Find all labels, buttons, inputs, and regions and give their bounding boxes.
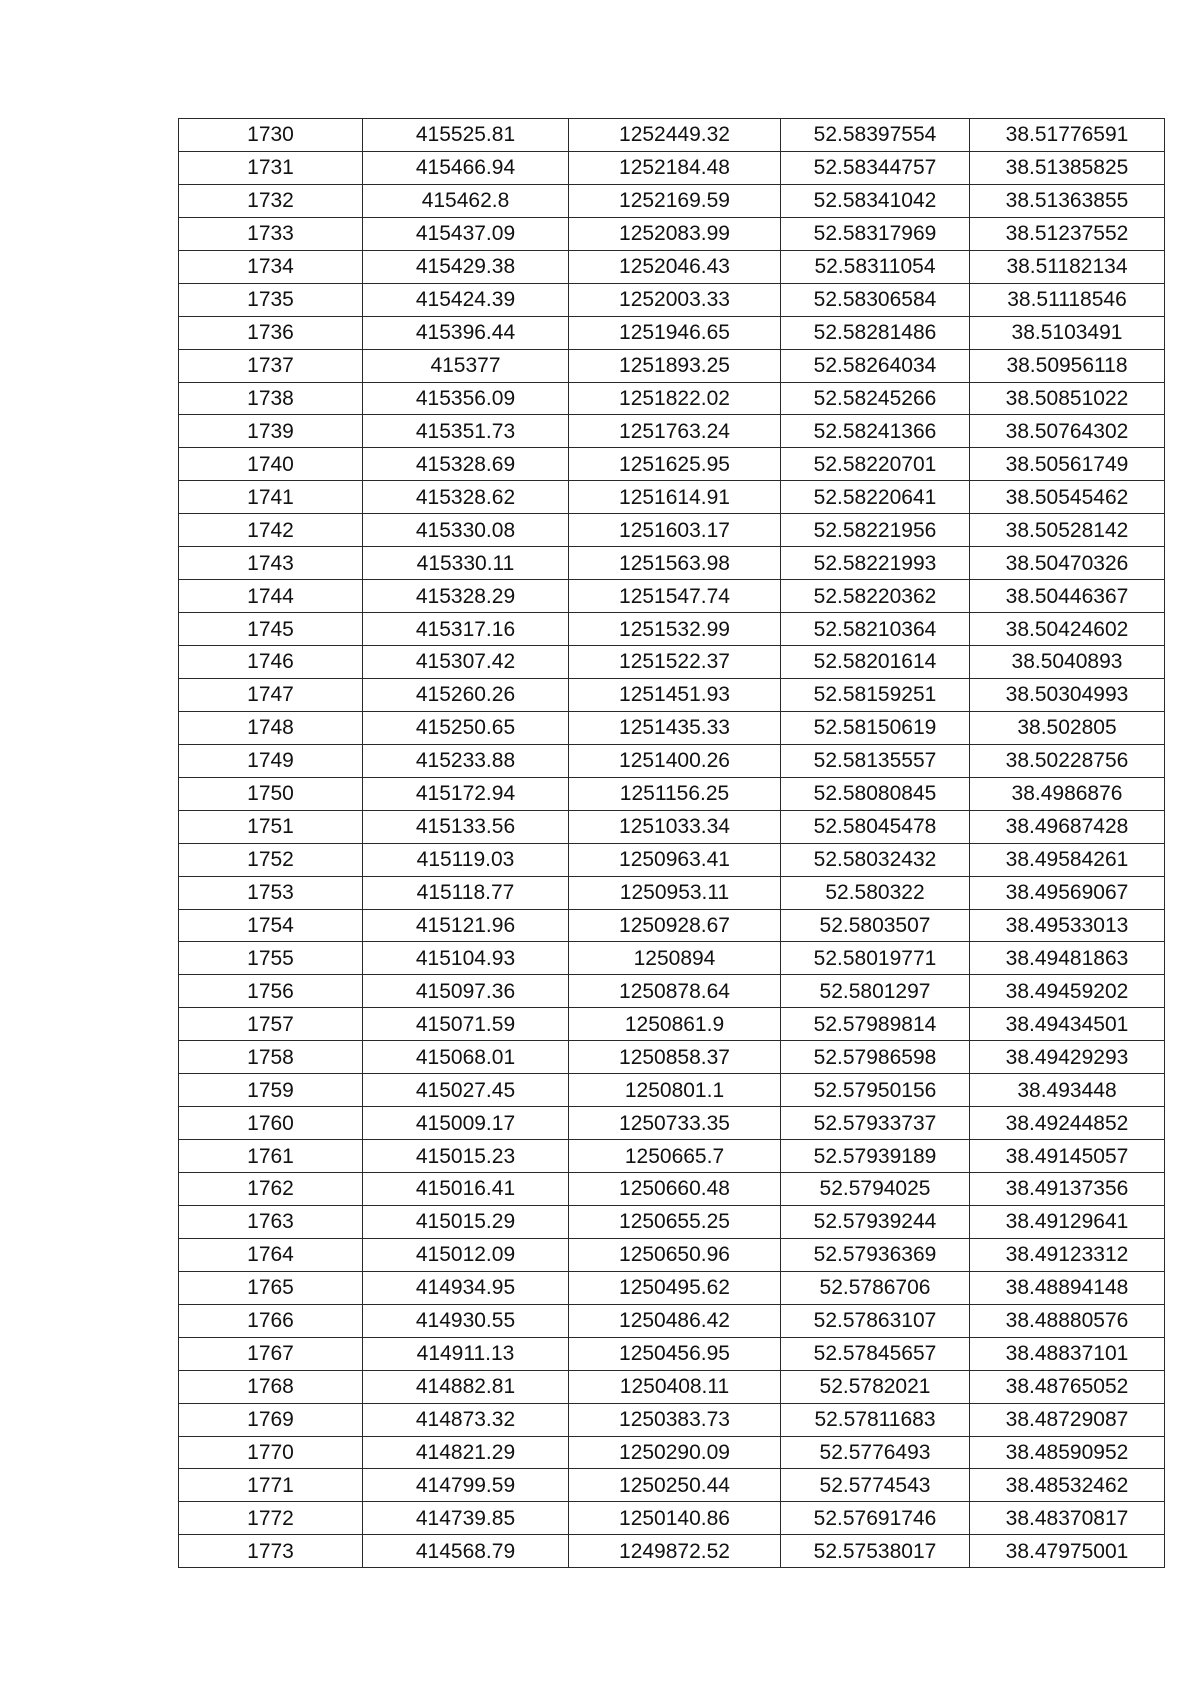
point-number-cell: 1731 xyxy=(179,151,363,184)
y-coordinate-cell: 1251946.65 xyxy=(569,316,781,349)
table-row xyxy=(179,448,1165,481)
y-coordinate-cell: 1250858.37 xyxy=(569,1041,781,1074)
latitude-cell: 52.58135557 xyxy=(781,744,970,777)
y-coordinate-cell: 1250290.09 xyxy=(569,1436,781,1469)
y-coordinate-cell: 1250650.96 xyxy=(569,1238,781,1271)
x-coordinate-cell: 415172.94 xyxy=(363,777,569,810)
x-coordinate-cell: 415351.73 xyxy=(363,415,569,448)
x-coordinate-cell: 415396.44 xyxy=(363,316,569,349)
table-row xyxy=(179,1304,1165,1337)
x-coordinate-cell: 415118.77 xyxy=(363,876,569,909)
latitude-cell: 52.57811683 xyxy=(781,1403,970,1436)
latitude-cell: 52.57538017 xyxy=(781,1535,970,1568)
x-coordinate-cell: 415121.96 xyxy=(363,909,569,942)
x-coordinate-cell: 415015.23 xyxy=(363,1140,569,1173)
point-number-cell: 1730 xyxy=(179,119,363,152)
longitude-cell: 38.5103491 xyxy=(970,316,1165,349)
table-row xyxy=(179,481,1165,514)
latitude-cell: 52.5774543 xyxy=(781,1469,970,1502)
longitude-cell: 38.49481863 xyxy=(970,942,1165,975)
point-number-cell: 1738 xyxy=(179,382,363,415)
longitude-cell: 38.49137356 xyxy=(970,1173,1165,1206)
point-number-cell: 1747 xyxy=(179,678,363,711)
x-coordinate-cell: 415104.93 xyxy=(363,942,569,975)
longitude-cell: 38.50851022 xyxy=(970,382,1165,415)
y-coordinate-cell: 1250140.86 xyxy=(569,1502,781,1535)
x-coordinate-cell: 414882.81 xyxy=(363,1370,569,1403)
point-number-cell: 1733 xyxy=(179,217,363,250)
y-coordinate-cell: 1251763.24 xyxy=(569,415,781,448)
longitude-cell: 38.50528142 xyxy=(970,514,1165,547)
y-coordinate-cell: 1250408.11 xyxy=(569,1370,781,1403)
point-number-cell: 1736 xyxy=(179,316,363,349)
x-coordinate-cell: 415012.09 xyxy=(363,1238,569,1271)
y-coordinate-cell: 1251893.25 xyxy=(569,349,781,382)
table-row xyxy=(179,678,1165,711)
latitude-cell: 52.57845657 xyxy=(781,1337,970,1370)
point-number-cell: 1748 xyxy=(179,711,363,744)
y-coordinate-cell: 1252003.33 xyxy=(569,283,781,316)
y-coordinate-cell: 1250953.11 xyxy=(569,876,781,909)
latitude-cell: 52.58210364 xyxy=(781,613,970,646)
latitude-cell: 52.58080845 xyxy=(781,777,970,810)
longitude-cell: 38.50561749 xyxy=(970,448,1165,481)
table-row xyxy=(179,151,1165,184)
latitude-cell: 52.5794025 xyxy=(781,1173,970,1206)
y-coordinate-cell: 1250963.41 xyxy=(569,843,781,876)
table-row xyxy=(179,909,1165,942)
y-coordinate-cell: 1251451.93 xyxy=(569,678,781,711)
table-row xyxy=(179,547,1165,580)
x-coordinate-cell: 414873.32 xyxy=(363,1403,569,1436)
table-row xyxy=(179,1436,1165,1469)
table-row xyxy=(179,1008,1165,1041)
x-coordinate-cell: 415330.08 xyxy=(363,514,569,547)
longitude-cell: 38.50446367 xyxy=(970,580,1165,613)
y-coordinate-cell: 1252184.48 xyxy=(569,151,781,184)
point-number-cell: 1772 xyxy=(179,1502,363,1535)
longitude-cell: 38.50228756 xyxy=(970,744,1165,777)
x-coordinate-cell: 415525.81 xyxy=(363,119,569,152)
y-coordinate-cell: 1250486.42 xyxy=(569,1304,781,1337)
latitude-cell: 52.57863107 xyxy=(781,1304,970,1337)
coordinates-table-body xyxy=(179,119,1165,1568)
longitude-cell: 38.51776591 xyxy=(970,119,1165,152)
longitude-cell: 38.51363855 xyxy=(970,184,1165,217)
y-coordinate-cell: 1250660.48 xyxy=(569,1173,781,1206)
longitude-cell: 38.49584261 xyxy=(970,843,1165,876)
table-row xyxy=(179,1173,1165,1206)
point-number-cell: 1734 xyxy=(179,250,363,283)
table-row xyxy=(179,580,1165,613)
x-coordinate-cell: 415462.8 xyxy=(363,184,569,217)
latitude-cell: 52.58159251 xyxy=(781,678,970,711)
longitude-cell: 38.48590952 xyxy=(970,1436,1165,1469)
point-number-cell: 1766 xyxy=(179,1304,363,1337)
table-row xyxy=(179,942,1165,975)
latitude-cell: 52.5803507 xyxy=(781,909,970,942)
point-number-cell: 1769 xyxy=(179,1403,363,1436)
longitude-cell: 38.48880576 xyxy=(970,1304,1165,1337)
table-row xyxy=(179,1535,1165,1568)
latitude-cell: 52.57691746 xyxy=(781,1502,970,1535)
latitude-cell: 52.58221956 xyxy=(781,514,970,547)
x-coordinate-cell: 415328.29 xyxy=(363,580,569,613)
table-row xyxy=(179,1107,1165,1140)
x-coordinate-cell: 415317.16 xyxy=(363,613,569,646)
table-row xyxy=(179,283,1165,316)
x-coordinate-cell: 415437.09 xyxy=(363,217,569,250)
table-row xyxy=(179,184,1165,217)
table-row xyxy=(179,1502,1165,1535)
latitude-cell: 52.58032432 xyxy=(781,843,970,876)
longitude-cell: 38.47975001 xyxy=(970,1535,1165,1568)
x-coordinate-cell: 414821.29 xyxy=(363,1436,569,1469)
point-number-cell: 1749 xyxy=(179,744,363,777)
point-number-cell: 1756 xyxy=(179,975,363,1008)
y-coordinate-cell: 1252169.59 xyxy=(569,184,781,217)
latitude-cell: 52.57936369 xyxy=(781,1238,970,1271)
longitude-cell: 38.51182134 xyxy=(970,250,1165,283)
y-coordinate-cell: 1251522.37 xyxy=(569,646,781,679)
latitude-cell: 52.58306584 xyxy=(781,283,970,316)
latitude-cell: 52.58317969 xyxy=(781,217,970,250)
y-coordinate-cell: 1250878.64 xyxy=(569,975,781,1008)
table-row xyxy=(179,1041,1165,1074)
x-coordinate-cell: 415328.62 xyxy=(363,481,569,514)
latitude-cell: 52.58245266 xyxy=(781,382,970,415)
point-number-cell: 1770 xyxy=(179,1436,363,1469)
y-coordinate-cell: 1250894 xyxy=(569,942,781,975)
point-number-cell: 1757 xyxy=(179,1008,363,1041)
latitude-cell: 52.58150619 xyxy=(781,711,970,744)
y-coordinate-cell: 1252449.32 xyxy=(569,119,781,152)
y-coordinate-cell: 1250383.73 xyxy=(569,1403,781,1436)
y-coordinate-cell: 1251563.98 xyxy=(569,547,781,580)
x-coordinate-cell: 415328.69 xyxy=(363,448,569,481)
x-coordinate-cell: 414739.85 xyxy=(363,1502,569,1535)
longitude-cell: 38.49459202 xyxy=(970,975,1165,1008)
x-coordinate-cell: 414934.95 xyxy=(363,1271,569,1304)
longitude-cell: 38.48765052 xyxy=(970,1370,1165,1403)
y-coordinate-cell: 1251033.34 xyxy=(569,810,781,843)
x-coordinate-cell: 415250.65 xyxy=(363,711,569,744)
point-number-cell: 1771 xyxy=(179,1469,363,1502)
x-coordinate-cell: 415424.39 xyxy=(363,283,569,316)
y-coordinate-cell: 1250655.25 xyxy=(569,1205,781,1238)
longitude-cell: 38.49533013 xyxy=(970,909,1165,942)
table-row xyxy=(179,1403,1165,1436)
y-coordinate-cell: 1252083.99 xyxy=(569,217,781,250)
x-coordinate-cell: 415097.36 xyxy=(363,975,569,1008)
latitude-cell: 52.57950156 xyxy=(781,1074,970,1107)
latitude-cell: 52.58311054 xyxy=(781,250,970,283)
table-row xyxy=(179,217,1165,250)
y-coordinate-cell: 1251400.26 xyxy=(569,744,781,777)
longitude-cell: 38.50545462 xyxy=(970,481,1165,514)
latitude-cell: 52.58241366 xyxy=(781,415,970,448)
y-coordinate-cell: 1250250.44 xyxy=(569,1469,781,1502)
table-row xyxy=(179,744,1165,777)
table-row xyxy=(179,1337,1165,1370)
longitude-cell: 38.48370817 xyxy=(970,1502,1165,1535)
table-row xyxy=(179,1205,1165,1238)
longitude-cell: 38.51385825 xyxy=(970,151,1165,184)
x-coordinate-cell: 415260.26 xyxy=(363,678,569,711)
latitude-cell: 52.5776493 xyxy=(781,1436,970,1469)
x-coordinate-cell: 415356.09 xyxy=(363,382,569,415)
y-coordinate-cell: 1249872.52 xyxy=(569,1535,781,1568)
y-coordinate-cell: 1250456.95 xyxy=(569,1337,781,1370)
point-number-cell: 1765 xyxy=(179,1271,363,1304)
point-number-cell: 1746 xyxy=(179,646,363,679)
latitude-cell: 52.58220701 xyxy=(781,448,970,481)
longitude-cell: 38.5040893 xyxy=(970,646,1165,679)
point-number-cell: 1740 xyxy=(179,448,363,481)
table-row xyxy=(179,843,1165,876)
point-number-cell: 1755 xyxy=(179,942,363,975)
longitude-cell: 38.49123312 xyxy=(970,1238,1165,1271)
x-coordinate-cell: 415330.11 xyxy=(363,547,569,580)
y-coordinate-cell: 1251822.02 xyxy=(569,382,781,415)
table-row xyxy=(179,1370,1165,1403)
point-number-cell: 1732 xyxy=(179,184,363,217)
latitude-cell: 52.58019771 xyxy=(781,942,970,975)
y-coordinate-cell: 1251435.33 xyxy=(569,711,781,744)
longitude-cell: 38.49129641 xyxy=(970,1205,1165,1238)
latitude-cell: 52.5801297 xyxy=(781,975,970,1008)
table-row xyxy=(179,711,1165,744)
latitude-cell: 52.5782021 xyxy=(781,1370,970,1403)
table-row xyxy=(179,349,1165,382)
table-row xyxy=(179,1271,1165,1304)
x-coordinate-cell: 415429.38 xyxy=(363,250,569,283)
point-number-cell: 1742 xyxy=(179,514,363,547)
table-row xyxy=(179,415,1165,448)
point-number-cell: 1741 xyxy=(179,481,363,514)
longitude-cell: 38.493448 xyxy=(970,1074,1165,1107)
x-coordinate-cell: 415068.01 xyxy=(363,1041,569,1074)
point-number-cell: 1767 xyxy=(179,1337,363,1370)
table-row xyxy=(179,119,1165,152)
longitude-cell: 38.50424602 xyxy=(970,613,1165,646)
table-row xyxy=(179,382,1165,415)
latitude-cell: 52.57986598 xyxy=(781,1041,970,1074)
latitude-cell: 52.57933737 xyxy=(781,1107,970,1140)
point-number-cell: 1743 xyxy=(179,547,363,580)
table-row xyxy=(179,1140,1165,1173)
x-coordinate-cell: 414930.55 xyxy=(363,1304,569,1337)
latitude-cell: 52.580322 xyxy=(781,876,970,909)
y-coordinate-cell: 1252046.43 xyxy=(569,250,781,283)
longitude-cell: 38.49429293 xyxy=(970,1041,1165,1074)
longitude-cell: 38.49687428 xyxy=(970,810,1165,843)
point-number-cell: 1751 xyxy=(179,810,363,843)
y-coordinate-cell: 1251156.25 xyxy=(569,777,781,810)
latitude-cell: 52.58344757 xyxy=(781,151,970,184)
point-number-cell: 1744 xyxy=(179,580,363,613)
longitude-cell: 38.50304993 xyxy=(970,678,1165,711)
y-coordinate-cell: 1251547.74 xyxy=(569,580,781,613)
point-number-cell: 1764 xyxy=(179,1238,363,1271)
table-row xyxy=(179,316,1165,349)
latitude-cell: 52.58201614 xyxy=(781,646,970,679)
latitude-cell: 52.5786706 xyxy=(781,1271,970,1304)
x-coordinate-cell: 415071.59 xyxy=(363,1008,569,1041)
longitude-cell: 38.48894148 xyxy=(970,1271,1165,1304)
longitude-cell: 38.51237552 xyxy=(970,217,1165,250)
latitude-cell: 52.58397554 xyxy=(781,119,970,152)
y-coordinate-cell: 1250665.7 xyxy=(569,1140,781,1173)
x-coordinate-cell: 415133.56 xyxy=(363,810,569,843)
longitude-cell: 38.48532462 xyxy=(970,1469,1165,1502)
table-row xyxy=(179,250,1165,283)
x-coordinate-cell: 414799.59 xyxy=(363,1469,569,1502)
x-coordinate-cell: 415119.03 xyxy=(363,843,569,876)
coordinates-table xyxy=(178,118,1165,1568)
latitude-cell: 52.57989814 xyxy=(781,1008,970,1041)
y-coordinate-cell: 1251625.95 xyxy=(569,448,781,481)
table-row xyxy=(179,1238,1165,1271)
latitude-cell: 52.58264034 xyxy=(781,349,970,382)
x-coordinate-cell: 415015.29 xyxy=(363,1205,569,1238)
x-coordinate-cell: 415027.45 xyxy=(363,1074,569,1107)
y-coordinate-cell: 1250495.62 xyxy=(569,1271,781,1304)
point-number-cell: 1754 xyxy=(179,909,363,942)
y-coordinate-cell: 1251603.17 xyxy=(569,514,781,547)
x-coordinate-cell: 415466.94 xyxy=(363,151,569,184)
point-number-cell: 1735 xyxy=(179,283,363,316)
table-row xyxy=(179,613,1165,646)
table-row xyxy=(179,646,1165,679)
table-row xyxy=(179,1469,1165,1502)
latitude-cell: 52.57939244 xyxy=(781,1205,970,1238)
table-row xyxy=(179,777,1165,810)
table-row xyxy=(179,514,1165,547)
table-row xyxy=(179,810,1165,843)
table-row xyxy=(179,876,1165,909)
longitude-cell: 38.49434501 xyxy=(970,1008,1165,1041)
point-number-cell: 1745 xyxy=(179,613,363,646)
longitude-cell: 38.502805 xyxy=(970,711,1165,744)
point-number-cell: 1768 xyxy=(179,1370,363,1403)
longitude-cell: 38.4986876 xyxy=(970,777,1165,810)
x-coordinate-cell: 415233.88 xyxy=(363,744,569,777)
x-coordinate-cell: 415009.17 xyxy=(363,1107,569,1140)
y-coordinate-cell: 1251614.91 xyxy=(569,481,781,514)
point-number-cell: 1752 xyxy=(179,843,363,876)
x-coordinate-cell: 414568.79 xyxy=(363,1535,569,1568)
latitude-cell: 52.58221993 xyxy=(781,547,970,580)
point-number-cell: 1739 xyxy=(179,415,363,448)
latitude-cell: 52.58281486 xyxy=(781,316,970,349)
x-coordinate-cell: 415016.41 xyxy=(363,1173,569,1206)
point-number-cell: 1763 xyxy=(179,1205,363,1238)
longitude-cell: 38.50764302 xyxy=(970,415,1165,448)
latitude-cell: 52.57939189 xyxy=(781,1140,970,1173)
y-coordinate-cell: 1250928.67 xyxy=(569,909,781,942)
longitude-cell: 38.48729087 xyxy=(970,1403,1165,1436)
latitude-cell: 52.58220641 xyxy=(781,481,970,514)
point-number-cell: 1737 xyxy=(179,349,363,382)
longitude-cell: 38.50956118 xyxy=(970,349,1165,382)
longitude-cell: 38.48837101 xyxy=(970,1337,1165,1370)
y-coordinate-cell: 1250733.35 xyxy=(569,1107,781,1140)
longitude-cell: 38.51118546 xyxy=(970,283,1165,316)
x-coordinate-cell: 415307.42 xyxy=(363,646,569,679)
longitude-cell: 38.49145057 xyxy=(970,1140,1165,1173)
y-coordinate-cell: 1250861.9 xyxy=(569,1008,781,1041)
x-coordinate-cell: 415377 xyxy=(363,349,569,382)
point-number-cell: 1760 xyxy=(179,1107,363,1140)
point-number-cell: 1759 xyxy=(179,1074,363,1107)
point-number-cell: 1758 xyxy=(179,1041,363,1074)
y-coordinate-cell: 1250801.1 xyxy=(569,1074,781,1107)
latitude-cell: 52.58341042 xyxy=(781,184,970,217)
latitude-cell: 52.58220362 xyxy=(781,580,970,613)
x-coordinate-cell: 414911.13 xyxy=(363,1337,569,1370)
y-coordinate-cell: 1251532.99 xyxy=(569,613,781,646)
longitude-cell: 38.49569067 xyxy=(970,876,1165,909)
point-number-cell: 1761 xyxy=(179,1140,363,1173)
table-row xyxy=(179,975,1165,1008)
point-number-cell: 1773 xyxy=(179,1535,363,1568)
longitude-cell: 38.49244852 xyxy=(970,1107,1165,1140)
point-number-cell: 1762 xyxy=(179,1173,363,1206)
point-number-cell: 1750 xyxy=(179,777,363,810)
point-number-cell: 1753 xyxy=(179,876,363,909)
longitude-cell: 38.50470326 xyxy=(970,547,1165,580)
latitude-cell: 52.58045478 xyxy=(781,810,970,843)
table-row xyxy=(179,1074,1165,1107)
